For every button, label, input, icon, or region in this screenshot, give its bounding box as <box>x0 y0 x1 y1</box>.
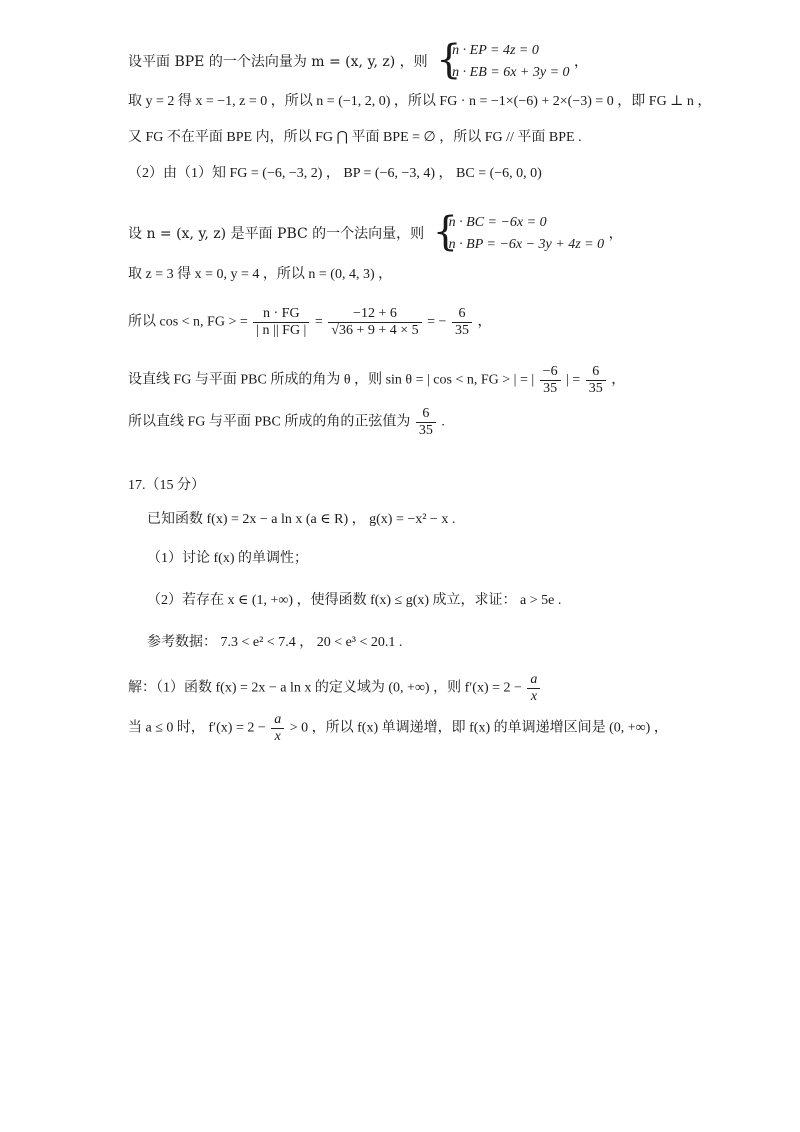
cosine-prefix: 所以 cos < n, FG > = <box>128 314 248 330</box>
question-17-reference-data: 参考数据： 7.3 < e² < 7.4 ， 20 < e³ < 20.1 . <box>147 635 403 650</box>
solution-line-3 <box>128 129 582 147</box>
normal-vector-setup-line <box>128 37 588 84</box>
fraction-a-over-x: $\frac{a}{x}$ <box>271 712 284 745</box>
line-end-comma: ， <box>608 226 623 242</box>
question-17-part1: （1）讨论 f(x) 的单调性； <box>147 551 308 566</box>
question-17-given: 已知函数 f(x) = 2x − a ln x (a ∈ R) ， g(x) = −x² − x . <box>147 512 456 527</box>
cosine-line: 所以 cos < n, FG > = $\frac{n \cdot FG}{| n || FG |}$ = $\frac{-12 + 6}{√36 + 9 + 4 \times 5}$ = − $\frac{6}{35}$ ， <box>128 306 492 338</box>
system-eq-1: n · EP = 4z = 0 <box>452 43 539 58</box>
system-eq-2: n · EB = 6x + 3y = 0 <box>452 65 570 80</box>
line-end-comma: ， <box>573 54 588 70</box>
text-l2: 取 y = 2 得 x = −1, z = 0 ，所以 n = (−1, 2, 0) ，所以 FG · n = −1×(−6) + 2×(−3) = 0 ，即 FG ⊥ n ， <box>128 94 712 109</box>
system-eq-2: n · BP = −6x − 3y + 4z = 0 <box>448 237 605 252</box>
system-eq-1: n · BC = −6x = 0 <box>448 215 547 230</box>
solution-line-6 <box>128 266 392 284</box>
fraction-dot-over-norms: $\frac{n \cdot FG}{| n || FG |}$ <box>253 306 309 339</box>
setup-text: 设平面 BPE 的一个法向量为 m = (x, y, z) ，则 <box>128 54 428 70</box>
fraction-abs: $\frac{6}{35}$ <box>586 364 606 397</box>
setup-text-pbc: 设 n = (x, y, z) 是平面 PBC 的一个法向量，则 <box>128 226 425 242</box>
solution-line-2 <box>128 93 711 111</box>
normal-vector-pbc-line <box>128 209 623 256</box>
sine-line: 设直线 FG 与平面 PBC 所成的角为 θ ，则 sin θ = | cos < n, FG > | = | $\frac{-6}{35}$ | = $\frac{6}{35}$ ， <box>128 364 626 396</box>
text-l3: 又 FG 不在平面 BPE 内，所以 FG ⋂ 平面 BPE = ∅ ，所以 FG // 平面 BPE . <box>128 130 582 145</box>
fraction-a-over-x: $\frac{a}{x}$ <box>527 672 540 705</box>
question-17-header: 17.（15 分） <box>128 478 205 493</box>
answer-line: 所以直线 FG 与平面 PBC 所成的角的正弦值为 $\frac{6}{35}$ . <box>128 406 445 438</box>
equation-system-bpe: { n · EP = 4z = 0 n · EB = 6x + 3y = 0 <box>436 37 570 83</box>
fraction-neg: $\frac{-6}{35}$ <box>540 364 561 397</box>
fraction-numeric: $\frac{-12 + 6}{√36 + 9 + 4 \times 5}$ <box>328 306 421 339</box>
question-17-part2: （2）若存在 x ∈ (1, +∞) ，使得函数 f(x) ≤ g(x) 成立，求证： a > 5e . <box>147 593 562 608</box>
fraction-result: $\frac{6}{35}$ <box>452 306 472 339</box>
sine-prefix: 设直线 FG 与平面 PBC 所成的角为 θ ，则 sin θ = | cos < n, FG > | = | <box>128 372 535 388</box>
answer-fraction: $\frac{6}{35}$ <box>416 406 436 439</box>
text-l4: （2）由（1）知 FG = (−6, −3, 2) ， BP = (−6, −3, 4) ， BC = (−6, 0, 0) <box>128 166 542 181</box>
text-l6: 取 z = 3 得 x = 0, y = 4 ，所以 n = (0, 4, 3) ， <box>128 267 393 282</box>
solution-line-2-monotonic: 当 a ≤ 0 时， f′(x) = 2 − $\frac{a}{x}$ > 0 ，所以 f(x) 单调递增，即 f(x) 的单调递增区间是 (0, +∞) ， <box>128 712 668 744</box>
equation-system-pbc: { n · BC = −6x = 0 n · BP = −6x − 3y + 4z = 0 <box>432 209 605 255</box>
answer-prefix: 所以直线 FG 与平面 PBC 所成的角的正弦值为 <box>128 414 411 430</box>
solution-line-1: 解：（1）函数 f(x) = 2x − a ln x 的定义域为 (0, +∞) ，则 f′(x) = 2 − $\frac{a}{x}$ <box>128 672 542 705</box>
part2-vectors-line <box>128 165 542 183</box>
